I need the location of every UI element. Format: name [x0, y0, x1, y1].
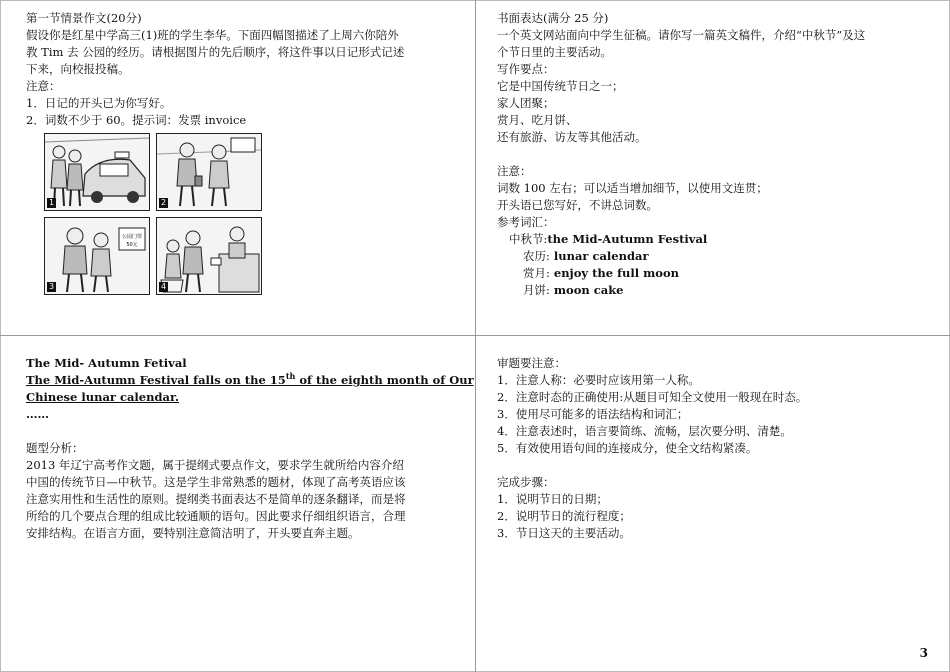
park-gate-illustration — [45, 218, 149, 294]
quadrant-sample-and-analysis — [26, 355, 474, 542]
attention-item: 5．有效使用语句间的连接成分，使全文结构紧凑。 — [497, 441, 758, 455]
taxi-scene-illustration — [45, 134, 149, 210]
vertical-divider — [475, 0, 476, 672]
essay-opening: The Mid-Autumn Festival falls on the 15th of the eighth month of Our — [26, 371, 474, 387]
picture-4-ticket-office — [156, 217, 262, 295]
picture-3-park-gate — [44, 217, 150, 295]
prompt-line: 假设你是红星中学高三(1)班的学生李华。下面四幅图描述了上周六你陪外 — [26, 28, 399, 42]
analysis-line: 2013 年辽宁高考作文题，属于提纲式要点作文，要求学生就所给内容介绍 — [26, 458, 404, 472]
svg-text:50元: 50元 — [126, 242, 138, 248]
analysis-line: 中国的传统节日—中秋节。这是学生非常熟悉的题材，体现了高考英语应该 — [26, 475, 406, 489]
analysis-line: 注意实用性和生活性的原则。提纲类书面表达不是简单的逐条翻译，而是将 — [26, 492, 406, 506]
attention-item: 2．注意时态的正确使用:从题目可知全文使用一般现在时态。 — [497, 390, 808, 404]
picture-number: 2 — [160, 198, 167, 207]
prompt-line: 个节日里的主要活动。 — [497, 45, 612, 59]
point-item: 家人团聚； — [497, 96, 555, 110]
analysis-line: 安排结构。在语言方面，要特别注意简洁明了，开头要直奔主题。 — [26, 526, 360, 540]
attention-label: 审题要注意： — [497, 356, 566, 370]
section-title: 书面表达(满分 25 分) — [497, 11, 609, 25]
point-item: 它是中国传统节日之一； — [497, 79, 624, 93]
step-item: 3．节日这天的主要活动。 — [497, 526, 631, 540]
quadrant-written-expression — [497, 10, 927, 299]
step-item: 2．说明节日的流行程度； — [497, 509, 631, 523]
prompt-line: 教 Tim 去 公园的经历。请根据图片的先后顺序，将这件事以日记形式记述 — [26, 45, 405, 59]
prompt-line: 一个英文网站面向中学生征稿。请你写一篇英文稿件，介绍“中秋节”及这 — [497, 28, 866, 42]
analysis-label: 题型分析： — [26, 441, 84, 455]
point-item: 还有旅游、访友等其他活动。 — [497, 130, 647, 144]
picture-number: 4 — [160, 282, 167, 291]
analysis-line: 所给的几个要点合理的组成比较通顺的语句。因此要求仔细组织语言，合理 — [26, 509, 406, 523]
vocab-item: 月饼: moon cake — [523, 283, 624, 297]
quadrant-situational-writing — [26, 10, 456, 298]
note-item: 2．词数不少于 60。提示词：发票 invoice — [26, 113, 247, 127]
points-label: 写作要点： — [497, 62, 555, 76]
picture-1-taxi — [44, 133, 150, 211]
step-item: 1．说明节日的日期； — [497, 492, 608, 506]
attention-item: 1．注意人称：必要时应该用第一人称。 — [497, 373, 700, 387]
ellipsis: …… — [26, 407, 49, 421]
ticket-office-illustration — [157, 218, 261, 294]
section-title: 第一节情景作文(20分) — [26, 11, 142, 25]
note-item: 开头语已您写好，不讲总词数。 — [497, 198, 658, 212]
picture-grid — [44, 133, 264, 298]
picture-number: 3 — [48, 282, 55, 291]
note-item: 词数 100 左右；可以适当增加细节，以使用文连贯； — [497, 181, 768, 195]
steps-label: 完成步骤： — [497, 475, 555, 489]
vocab-item: 赏月: enjoy the full moon — [523, 266, 679, 280]
essay-title: The Mid- Autumn Fetival — [26, 356, 187, 370]
attention-item: 3．使用尽可能多的语法结构和词汇； — [497, 407, 689, 421]
picture-2-walking — [156, 133, 262, 211]
note-label: 注意： — [26, 79, 61, 93]
quadrant-guidelines — [497, 355, 927, 542]
essay-opening-cont: Chinese lunar calendar. — [26, 390, 179, 404]
attention-item: 4．注意表述时，语言要简练、流畅，层次要分明、清楚。 — [497, 424, 792, 438]
point-item: 赏月、吃月饼、 — [497, 113, 578, 127]
walking-scene-illustration — [157, 134, 261, 210]
prompt-line: 下来，向校报投稿。 — [26, 62, 130, 76]
horizontal-divider — [0, 335, 950, 336]
vocab-item: 农历: lunar calendar — [523, 249, 649, 263]
page-number: 3 — [919, 646, 928, 660]
ticket-sign-text: 公园门票 — [121, 234, 143, 240]
vocab-item: 中秋节:the Mid-Autumn Festival — [509, 232, 708, 246]
vocab-label: 参考词汇： — [497, 215, 555, 229]
note-label: 注意： — [497, 164, 532, 178]
picture-number: 1 — [48, 198, 55, 207]
note-item: 1．日记的开头已为你写好。 — [26, 96, 172, 110]
